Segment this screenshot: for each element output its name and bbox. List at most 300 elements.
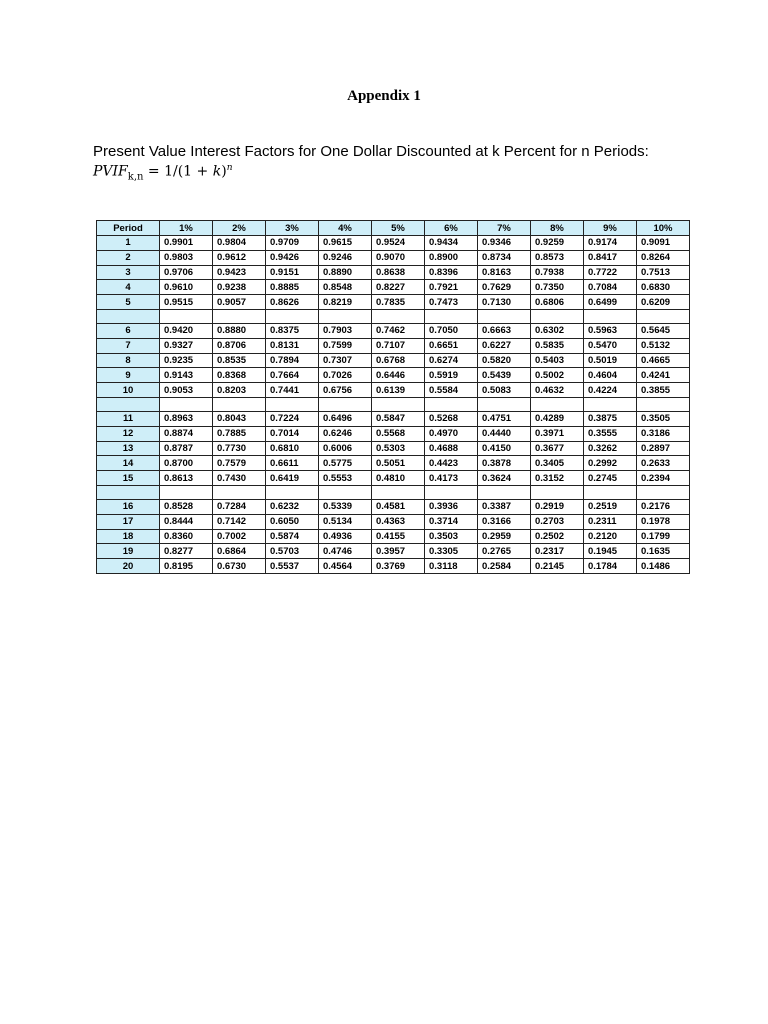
factor-cell: 0.9174 bbox=[584, 236, 637, 251]
factor-cell: 0.7664 bbox=[266, 368, 319, 383]
factor-cell: 0.9235 bbox=[160, 353, 213, 368]
factor-cell: 0.6139 bbox=[372, 383, 425, 398]
factor-cell: 0.9091 bbox=[637, 236, 690, 251]
factor-cell: 0.4751 bbox=[478, 411, 531, 426]
column-header-rate: 2% bbox=[213, 221, 266, 236]
factor-cell: 0.7224 bbox=[266, 411, 319, 426]
spacer-cell bbox=[372, 397, 425, 411]
factor-cell: 0.9246 bbox=[319, 250, 372, 265]
factor-cell: 0.6499 bbox=[584, 295, 637, 310]
table-row bbox=[97, 514, 690, 529]
table-row bbox=[97, 544, 690, 559]
period-cell: 17 bbox=[97, 514, 160, 529]
factor-cell: 0.4155 bbox=[372, 529, 425, 544]
factor-cell: 0.9709 bbox=[266, 236, 319, 251]
period-cell: 18 bbox=[97, 529, 160, 544]
factor-cell: 0.2120 bbox=[584, 529, 637, 544]
factor-cell: 0.9901 bbox=[160, 236, 213, 251]
factor-cell: 0.6302 bbox=[531, 323, 584, 338]
factor-cell: 0.5339 bbox=[319, 499, 372, 514]
factor-cell: 0.2897 bbox=[637, 441, 690, 456]
formula-subscript: k,n bbox=[127, 171, 144, 183]
factor-cell: 0.7730 bbox=[213, 441, 266, 456]
factor-cell: 0.7579 bbox=[213, 456, 266, 471]
factor-cell: 0.7084 bbox=[584, 280, 637, 295]
factor-cell: 0.7513 bbox=[637, 265, 690, 280]
factor-cell: 0.4632 bbox=[531, 383, 584, 398]
factor-cell: 0.8573 bbox=[531, 250, 584, 265]
factor-cell: 0.7284 bbox=[213, 499, 266, 514]
column-header-period: Period bbox=[97, 221, 160, 236]
factor-cell: 0.3118 bbox=[425, 559, 478, 574]
table-row bbox=[97, 280, 690, 295]
factor-cell: 0.6419 bbox=[266, 471, 319, 486]
table-row bbox=[97, 426, 690, 441]
factor-cell: 0.5303 bbox=[372, 441, 425, 456]
factor-cell: 0.6496 bbox=[319, 411, 372, 426]
spacer-cell bbox=[637, 309, 690, 323]
column-header-rate: 5% bbox=[372, 221, 425, 236]
factor-cell: 0.4173 bbox=[425, 471, 478, 486]
table-row bbox=[97, 456, 690, 471]
factor-cell: 0.3769 bbox=[372, 559, 425, 574]
spacer-cell bbox=[425, 309, 478, 323]
factor-cell: 0.7026 bbox=[319, 368, 372, 383]
factor-cell: 0.4810 bbox=[372, 471, 425, 486]
factor-cell: 0.8638 bbox=[372, 265, 425, 280]
factor-cell: 0.5132 bbox=[637, 338, 690, 353]
table-row bbox=[97, 338, 690, 353]
factor-cell: 0.8890 bbox=[319, 265, 372, 280]
factor-cell: 0.8396 bbox=[425, 265, 478, 280]
factor-cell: 0.2176 bbox=[637, 499, 690, 514]
factor-cell: 0.4665 bbox=[637, 353, 690, 368]
factor-cell: 0.3405 bbox=[531, 456, 584, 471]
period-cell: 3 bbox=[97, 265, 160, 280]
table-row bbox=[97, 559, 690, 574]
table-row bbox=[97, 236, 690, 251]
factor-cell: 0.8131 bbox=[266, 338, 319, 353]
factor-cell: 0.8787 bbox=[160, 441, 213, 456]
factor-cell: 0.8163 bbox=[478, 265, 531, 280]
factor-cell: 0.8264 bbox=[637, 250, 690, 265]
factor-cell: 0.7903 bbox=[319, 323, 372, 338]
factor-cell: 0.8734 bbox=[478, 250, 531, 265]
factor-cell: 0.2145 bbox=[531, 559, 584, 574]
factor-cell: 0.9420 bbox=[160, 323, 213, 338]
factor-cell: 0.9610 bbox=[160, 280, 213, 295]
factor-cell: 0.6227 bbox=[478, 338, 531, 353]
factor-cell: 0.6232 bbox=[266, 499, 319, 514]
spacer-cell bbox=[213, 485, 266, 499]
factor-cell: 0.7130 bbox=[478, 295, 531, 310]
period-cell: 13 bbox=[97, 441, 160, 456]
factor-cell: 0.8706 bbox=[213, 338, 266, 353]
period-cell: 2 bbox=[97, 250, 160, 265]
spacer-cell bbox=[266, 485, 319, 499]
group-spacer-row bbox=[97, 397, 690, 411]
table-row bbox=[97, 323, 690, 338]
factor-cell: 0.5847 bbox=[372, 411, 425, 426]
factor-cell: 0.4241 bbox=[637, 368, 690, 383]
spacer-cell bbox=[97, 485, 160, 499]
factor-cell: 0.8375 bbox=[266, 323, 319, 338]
factor-cell: 0.6730 bbox=[213, 559, 266, 574]
period-cell: 20 bbox=[97, 559, 160, 574]
formula-exponent: n bbox=[226, 163, 233, 173]
factor-cell: 0.4423 bbox=[425, 456, 478, 471]
spacer-cell bbox=[425, 485, 478, 499]
table-row bbox=[97, 471, 690, 486]
factor-cell: 0.4440 bbox=[478, 426, 531, 441]
factor-cell: 0.6611 bbox=[266, 456, 319, 471]
factor-cell: 0.4581 bbox=[372, 499, 425, 514]
period-cell: 5 bbox=[97, 295, 160, 310]
factor-cell: 0.8963 bbox=[160, 411, 213, 426]
factor-cell: 0.2765 bbox=[478, 544, 531, 559]
period-cell: 6 bbox=[97, 323, 160, 338]
factor-cell: 0.9615 bbox=[319, 236, 372, 251]
factor-cell: 0.5835 bbox=[531, 338, 584, 353]
spacer-cell bbox=[97, 309, 160, 323]
factor-cell: 0.6274 bbox=[425, 353, 478, 368]
spacer-cell bbox=[531, 309, 584, 323]
factor-cell: 0.2745 bbox=[584, 471, 637, 486]
factor-cell: 0.9524 bbox=[372, 236, 425, 251]
spacer-cell bbox=[637, 397, 690, 411]
spacer-cell bbox=[584, 397, 637, 411]
spacer-cell bbox=[531, 397, 584, 411]
period-cell: 14 bbox=[97, 456, 160, 471]
spacer-cell bbox=[160, 485, 213, 499]
factor-cell: 0.2519 bbox=[584, 499, 637, 514]
factor-cell: 0.7462 bbox=[372, 323, 425, 338]
factor-cell: 0.5051 bbox=[372, 456, 425, 471]
factor-cell: 0.8548 bbox=[319, 280, 372, 295]
factor-cell: 0.4936 bbox=[319, 529, 372, 544]
factor-cell: 0.6209 bbox=[637, 295, 690, 310]
factor-cell: 0.7473 bbox=[425, 295, 478, 310]
spacer-cell bbox=[584, 485, 637, 499]
factor-cell: 0.3875 bbox=[584, 411, 637, 426]
spacer-cell bbox=[478, 485, 531, 499]
factor-cell: 0.9706 bbox=[160, 265, 213, 280]
spacer-cell bbox=[584, 309, 637, 323]
period-cell: 9 bbox=[97, 368, 160, 383]
factor-cell: 0.9143 bbox=[160, 368, 213, 383]
spacer-cell bbox=[637, 485, 690, 499]
spacer-cell bbox=[160, 309, 213, 323]
table-row bbox=[97, 411, 690, 426]
factor-cell: 0.8444 bbox=[160, 514, 213, 529]
table-description: Present Value Interest Factors for One Dollar Discounted at k Percent for n Periods: bbox=[93, 143, 649, 160]
factor-cell: 0.7921 bbox=[425, 280, 478, 295]
factor-cell: 0.5537 bbox=[266, 559, 319, 574]
factor-cell: 0.8626 bbox=[266, 295, 319, 310]
factor-cell: 0.9259 bbox=[531, 236, 584, 251]
factor-cell: 0.4363 bbox=[372, 514, 425, 529]
factor-cell: 0.3957 bbox=[372, 544, 425, 559]
spacer-cell bbox=[478, 397, 531, 411]
factor-cell: 0.6663 bbox=[478, 323, 531, 338]
factor-cell: 0.9515 bbox=[160, 295, 213, 310]
column-header-rate: 3% bbox=[266, 221, 319, 236]
table-row bbox=[97, 353, 690, 368]
factor-cell: 0.4970 bbox=[425, 426, 478, 441]
spacer-cell bbox=[531, 485, 584, 499]
factor-cell: 0.2919 bbox=[531, 499, 584, 514]
formula-rate: k bbox=[212, 163, 222, 180]
table-row bbox=[97, 499, 690, 514]
spacer-cell bbox=[319, 485, 372, 499]
factor-cell: 0.8700 bbox=[160, 456, 213, 471]
factor-cell: 0.3555 bbox=[584, 426, 637, 441]
period-cell: 12 bbox=[97, 426, 160, 441]
factor-cell: 0.6830 bbox=[637, 280, 690, 295]
column-header-rate: 9% bbox=[584, 221, 637, 236]
formula-rhs-end: ) bbox=[221, 163, 227, 180]
factor-cell: 0.9612 bbox=[213, 250, 266, 265]
spacer-cell bbox=[266, 309, 319, 323]
factor-cell: 0.7002 bbox=[213, 529, 266, 544]
factor-cell: 0.9804 bbox=[213, 236, 266, 251]
factor-cell: 0.2959 bbox=[478, 529, 531, 544]
factor-cell: 0.3387 bbox=[478, 499, 531, 514]
factor-cell: 0.9423 bbox=[213, 265, 266, 280]
factor-cell: 0.2311 bbox=[584, 514, 637, 529]
column-header-rate: 7% bbox=[478, 221, 531, 236]
factor-cell: 0.4688 bbox=[425, 441, 478, 456]
factor-cell: 0.5002 bbox=[531, 368, 584, 383]
factor-cell: 0.7050 bbox=[425, 323, 478, 338]
factor-cell: 0.9327 bbox=[160, 338, 213, 353]
factor-cell: 0.3186 bbox=[637, 426, 690, 441]
spacer-cell bbox=[97, 397, 160, 411]
factor-cell: 0.8613 bbox=[160, 471, 213, 486]
factor-cell: 0.5268 bbox=[425, 411, 478, 426]
factor-cell: 0.2317 bbox=[531, 544, 584, 559]
factor-cell: 0.7938 bbox=[531, 265, 584, 280]
period-cell: 8 bbox=[97, 353, 160, 368]
spacer-cell bbox=[478, 309, 531, 323]
factor-cell: 0.2502 bbox=[531, 529, 584, 544]
factor-cell: 0.7885 bbox=[213, 426, 266, 441]
period-cell: 10 bbox=[97, 383, 160, 398]
factor-cell: 0.6864 bbox=[213, 544, 266, 559]
factor-cell: 0.7142 bbox=[213, 514, 266, 529]
group-spacer-row bbox=[97, 485, 690, 499]
period-cell: 16 bbox=[97, 499, 160, 514]
table-body bbox=[97, 236, 690, 574]
table-row bbox=[97, 383, 690, 398]
factor-cell: 0.7722 bbox=[584, 265, 637, 280]
factor-cell: 0.5568 bbox=[372, 426, 425, 441]
factor-cell: 0.3624 bbox=[478, 471, 531, 486]
factor-cell: 0.3714 bbox=[425, 514, 478, 529]
factor-cell: 0.2992 bbox=[584, 456, 637, 471]
factor-cell: 0.8417 bbox=[584, 250, 637, 265]
factor-cell: 0.7441 bbox=[266, 383, 319, 398]
factor-cell: 0.4150 bbox=[478, 441, 531, 456]
factor-cell: 0.2584 bbox=[478, 559, 531, 574]
factor-cell: 0.9053 bbox=[160, 383, 213, 398]
factor-cell: 0.5083 bbox=[478, 383, 531, 398]
column-header-rate: 4% bbox=[319, 221, 372, 236]
table-row bbox=[97, 295, 690, 310]
pvif-table-container bbox=[96, 220, 690, 620]
factor-cell: 0.3262 bbox=[584, 441, 637, 456]
factor-cell: 0.8528 bbox=[160, 499, 213, 514]
appendix-title: Appendix 1 bbox=[347, 88, 421, 104]
factor-cell: 0.8900 bbox=[425, 250, 478, 265]
factor-cell: 0.8885 bbox=[266, 280, 319, 295]
table-row bbox=[97, 250, 690, 265]
factor-cell: 0.2633 bbox=[637, 456, 690, 471]
factor-cell: 0.3503 bbox=[425, 529, 478, 544]
factor-cell: 0.9426 bbox=[266, 250, 319, 265]
factor-cell: 0.2703 bbox=[531, 514, 584, 529]
factor-cell: 0.5134 bbox=[319, 514, 372, 529]
factor-cell: 0.2394 bbox=[637, 471, 690, 486]
period-cell: 15 bbox=[97, 471, 160, 486]
table-row bbox=[97, 265, 690, 280]
factor-cell: 0.6756 bbox=[319, 383, 372, 398]
factor-cell: 0.9803 bbox=[160, 250, 213, 265]
factor-cell: 0.5019 bbox=[584, 353, 637, 368]
factor-cell: 0.8535 bbox=[213, 353, 266, 368]
spacer-cell bbox=[425, 397, 478, 411]
factor-cell: 0.4746 bbox=[319, 544, 372, 559]
factor-cell: 0.1945 bbox=[584, 544, 637, 559]
factor-cell: 0.5553 bbox=[319, 471, 372, 486]
factor-cell: 0.8203 bbox=[213, 383, 266, 398]
factor-cell: 0.8277 bbox=[160, 544, 213, 559]
table-row bbox=[97, 441, 690, 456]
factor-cell: 0.9238 bbox=[213, 280, 266, 295]
factor-cell: 0.6768 bbox=[372, 353, 425, 368]
factor-cell: 0.8219 bbox=[319, 295, 372, 310]
spacer-cell bbox=[372, 485, 425, 499]
factor-cell: 0.1635 bbox=[637, 544, 690, 559]
factor-cell: 0.3305 bbox=[425, 544, 478, 559]
factor-cell: 0.9346 bbox=[478, 236, 531, 251]
factor-cell: 0.7014 bbox=[266, 426, 319, 441]
column-header-rate: 10% bbox=[637, 221, 690, 236]
factor-cell: 0.7307 bbox=[319, 353, 372, 368]
factor-cell: 0.9070 bbox=[372, 250, 425, 265]
factor-cell: 0.5820 bbox=[478, 353, 531, 368]
factor-cell: 0.7629 bbox=[478, 280, 531, 295]
factor-cell: 0.6651 bbox=[425, 338, 478, 353]
factor-cell: 0.5703 bbox=[266, 544, 319, 559]
factor-cell: 0.8360 bbox=[160, 529, 213, 544]
factor-cell: 0.5470 bbox=[584, 338, 637, 353]
factor-cell: 0.6810 bbox=[266, 441, 319, 456]
pvif-table bbox=[96, 220, 690, 574]
spacer-cell bbox=[160, 397, 213, 411]
factor-cell: 0.8880 bbox=[213, 323, 266, 338]
factor-cell: 0.1799 bbox=[637, 529, 690, 544]
period-cell: 19 bbox=[97, 544, 160, 559]
period-cell: 4 bbox=[97, 280, 160, 295]
factor-cell: 0.4604 bbox=[584, 368, 637, 383]
spacer-cell bbox=[266, 397, 319, 411]
factor-cell: 0.4289 bbox=[531, 411, 584, 426]
factor-cell: 0.3855 bbox=[637, 383, 690, 398]
factor-cell: 0.6050 bbox=[266, 514, 319, 529]
factor-cell: 0.4224 bbox=[584, 383, 637, 398]
factor-cell: 0.8874 bbox=[160, 426, 213, 441]
factor-cell: 0.8195 bbox=[160, 559, 213, 574]
group-spacer-row bbox=[97, 309, 690, 323]
factor-cell: 0.8043 bbox=[213, 411, 266, 426]
factor-cell: 0.7350 bbox=[531, 280, 584, 295]
factor-cell: 0.9057 bbox=[213, 295, 266, 310]
factor-cell: 0.7835 bbox=[372, 295, 425, 310]
column-header-rate: 6% bbox=[425, 221, 478, 236]
column-header-rate: 1% bbox=[160, 221, 213, 236]
factor-cell: 0.5874 bbox=[266, 529, 319, 544]
table-header-row bbox=[97, 221, 690, 236]
formula-rhs-start: = 1/(1 + bbox=[143, 163, 213, 180]
column-header-rate: 8% bbox=[531, 221, 584, 236]
factor-cell: 0.9151 bbox=[266, 265, 319, 280]
period-cell: 7 bbox=[97, 338, 160, 353]
formula-lhs: PVIF bbox=[93, 163, 128, 180]
factor-cell: 0.7107 bbox=[372, 338, 425, 353]
factor-cell: 0.3166 bbox=[478, 514, 531, 529]
factor-cell: 0.5775 bbox=[319, 456, 372, 471]
factor-cell: 0.9434 bbox=[425, 236, 478, 251]
factor-cell: 0.7430 bbox=[213, 471, 266, 486]
table-row bbox=[97, 529, 690, 544]
factor-cell: 0.8368 bbox=[213, 368, 266, 383]
factor-cell: 0.3971 bbox=[531, 426, 584, 441]
factor-cell: 0.7894 bbox=[266, 353, 319, 368]
factor-cell: 0.6006 bbox=[319, 441, 372, 456]
factor-cell: 0.5645 bbox=[637, 323, 690, 338]
factor-cell: 0.4564 bbox=[319, 559, 372, 574]
factor-cell: 0.1486 bbox=[637, 559, 690, 574]
factor-cell: 0.3878 bbox=[478, 456, 531, 471]
spacer-cell bbox=[213, 397, 266, 411]
factor-cell: 0.7599 bbox=[319, 338, 372, 353]
factor-cell: 0.3152 bbox=[531, 471, 584, 486]
factor-cell: 0.5439 bbox=[478, 368, 531, 383]
table-row bbox=[97, 368, 690, 383]
factor-cell: 0.5919 bbox=[425, 368, 478, 383]
spacer-cell bbox=[372, 309, 425, 323]
factor-cell: 0.5963 bbox=[584, 323, 637, 338]
factor-cell: 0.8227 bbox=[372, 280, 425, 295]
factor-cell: 0.6246 bbox=[319, 426, 372, 441]
spacer-cell bbox=[319, 309, 372, 323]
period-cell: 11 bbox=[97, 411, 160, 426]
factor-cell: 0.6806 bbox=[531, 295, 584, 310]
spacer-cell bbox=[213, 309, 266, 323]
pvif-formula bbox=[93, 163, 232, 182]
factor-cell: 0.3936 bbox=[425, 499, 478, 514]
factor-cell: 0.6446 bbox=[372, 368, 425, 383]
factor-cell: 0.3677 bbox=[531, 441, 584, 456]
factor-cell: 0.5403 bbox=[531, 353, 584, 368]
spacer-cell bbox=[319, 397, 372, 411]
factor-cell: 0.1784 bbox=[584, 559, 637, 574]
factor-cell: 0.1978 bbox=[637, 514, 690, 529]
factor-cell: 0.3505 bbox=[637, 411, 690, 426]
factor-cell: 0.5584 bbox=[425, 383, 478, 398]
period-cell: 1 bbox=[97, 236, 160, 251]
